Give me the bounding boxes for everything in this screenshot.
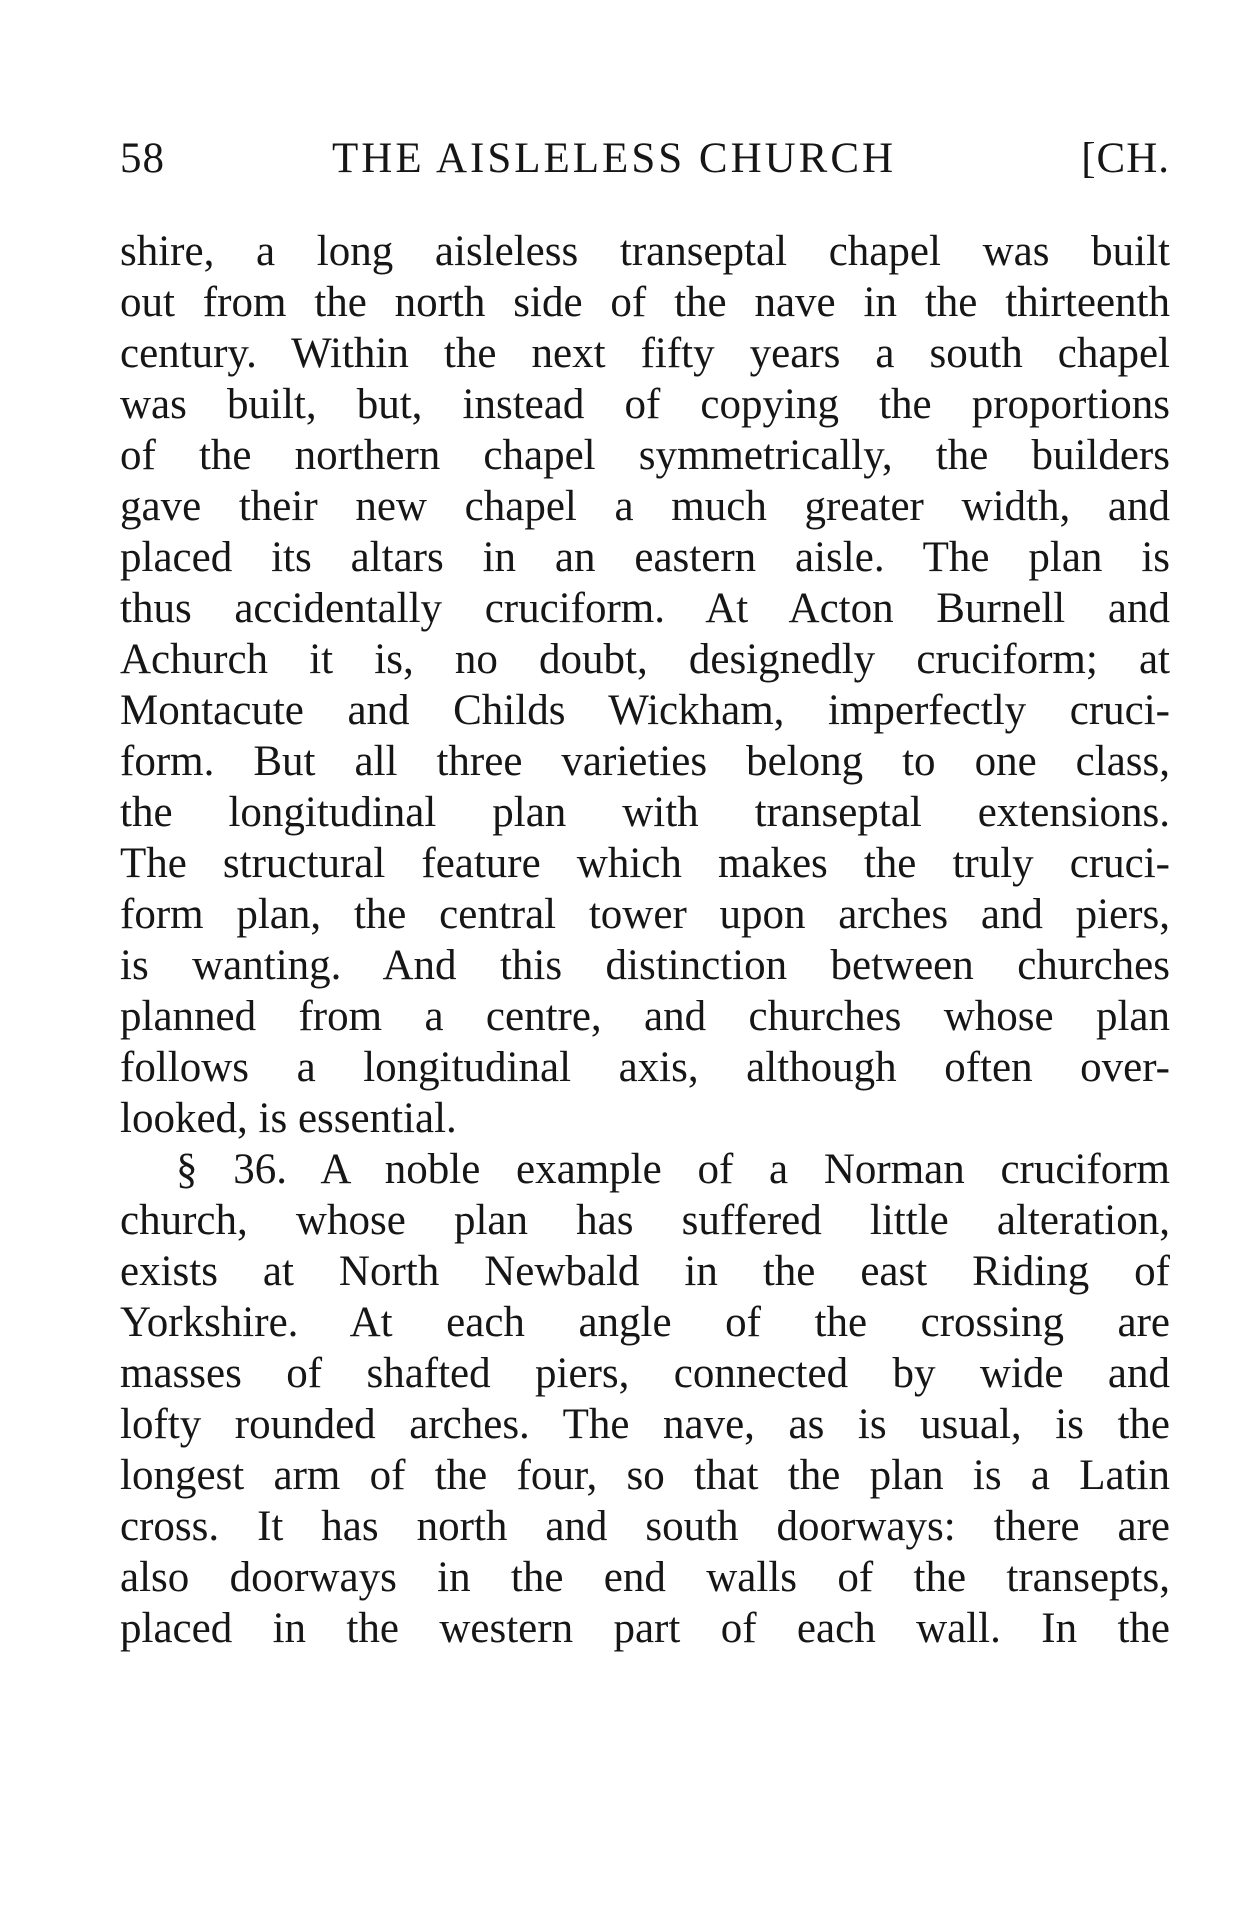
text-line: gave their new chapel a much greater width, and xyxy=(120,483,1170,530)
text-line: cross. It has north and south doorways: there are xyxy=(120,1503,1170,1550)
text-line: placed its altars in an eastern aisle. The plan is xyxy=(120,534,1170,581)
chapter-abbreviation: [CH. xyxy=(1081,135,1170,182)
text-line: is wanting. And this distinction between churches xyxy=(120,942,1170,989)
text-line: exists at North Newbald in the east Riding of xyxy=(120,1248,1170,1295)
body-text xyxy=(120,226,1170,1654)
text-line: century. Within the next fifty years a south chapel xyxy=(120,330,1170,377)
running-title: THE AISLELESS CHURCH xyxy=(332,135,897,182)
text-line: placed in the western part of each wall. In the xyxy=(120,1605,1170,1652)
text-line: Yorkshire. At each angle of the crossing are xyxy=(120,1299,1170,1346)
text-line: church, whose plan has suffered little alteration, xyxy=(120,1197,1170,1244)
text-line: follows a longitudinal axis, although often over- xyxy=(120,1044,1170,1091)
section-36-first-line: § 36. A noble example of a Norman cruciform xyxy=(176,1146,1170,1193)
text-line: form plan, the central tower upon arches and piers, xyxy=(120,891,1170,938)
text-line: longest arm of the four, so that the plan is a Latin xyxy=(120,1452,1170,1499)
text-line: planned from a centre, and churches whose plan xyxy=(120,993,1170,1040)
page-number: 58 xyxy=(120,135,165,182)
text-line: also doorways in the end walls of the transepts, xyxy=(120,1554,1170,1601)
text-line: was built, but, instead of copying the proportions xyxy=(120,381,1170,428)
text-line: the longitudinal plan with transeptal extensions. xyxy=(120,789,1170,836)
text-line: Montacute and Childs Wickham, imperfectly cruci- xyxy=(120,687,1170,734)
text-line: The structural feature which makes the truly cruci- xyxy=(120,840,1170,887)
text-line: form. But all three varieties belong to one class, xyxy=(120,738,1170,785)
text-line: lofty rounded arches. The nave, as is usual, is the xyxy=(120,1401,1170,1448)
text-line: masses of shafted piers, connected by wide and xyxy=(120,1350,1170,1397)
text-line: thus accidentally cruciform. At Acton Burnell and xyxy=(120,585,1170,632)
text-line: Achurch it is, no doubt, designedly cruciform; at xyxy=(120,636,1170,683)
running-head xyxy=(120,134,1170,184)
text-line-paragraph-end: looked, is essential. xyxy=(120,1095,457,1142)
text-line: shire, a long aisleless transeptal chapel was built xyxy=(120,228,1170,275)
text-line: of the northern chapel symmetrically, the builders xyxy=(120,432,1170,479)
text-line: out from the north side of the nave in the thirteenth xyxy=(120,279,1170,326)
